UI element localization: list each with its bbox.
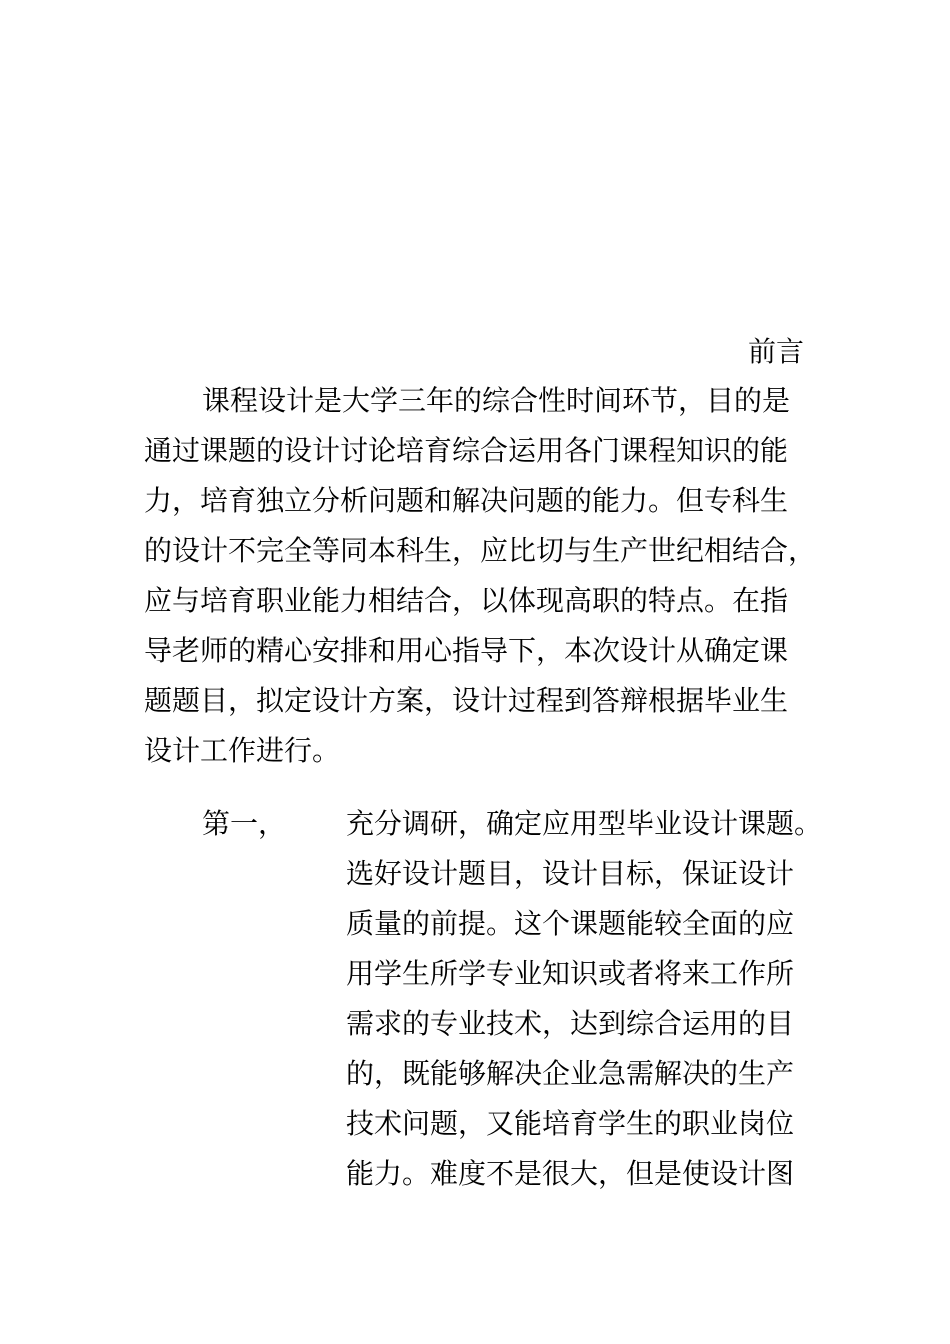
intro-line: 应与培育职业能力相结合，以体现高职的特点。在指 [144,584,789,617]
intro-line: 设计工作进行。 [144,734,341,767]
intro-line: 题题目，拟定设计方案，设计过程到答辩根据毕业生 [144,684,789,717]
intro-paragraph [144,376,817,776]
intro-line: 课程设计是大学三年的综合性时间环节，目的是 [202,384,791,417]
list-item-label: 第一， [202,807,287,840]
list-item-line: 用学生所学专业知识或者将来工作所 [346,957,795,990]
intro-line: 力，培育独立分析问题和解决问题的能力。但专科生 [144,484,789,517]
list-item-line: 的，既能够解决企业急需解决的生产 [346,1057,795,1090]
list-item-line: 需求的专业技术，达到综合运用的目 [346,1007,795,1040]
list-item-line: 充分调研，确定应用型毕业设计课题。 [346,807,823,840]
intro-line: 通过课题的设计讨论培育综合运用各门课程知识的能 [144,434,789,467]
list-item-line: 能力。难度不是很大，但是使设计图 [346,1157,795,1190]
intro-line: 的设计不完全等同本科生，应比切与生产世纪相结合， [144,534,817,567]
list-item-line: 质量的前提。这个课题能较全面的应 [346,907,795,940]
intro-line: 导老师的精心安排和用心指导下，本次设计从确定课 [144,634,789,667]
list-item-line: 技术问题，又能培育学生的职业岗位 [346,1107,795,1140]
list-item-line: 选好设计题目，设计目标，保证设计 [346,857,795,890]
section-heading: 前言 [748,335,805,368]
list-item-body [346,799,826,1199]
